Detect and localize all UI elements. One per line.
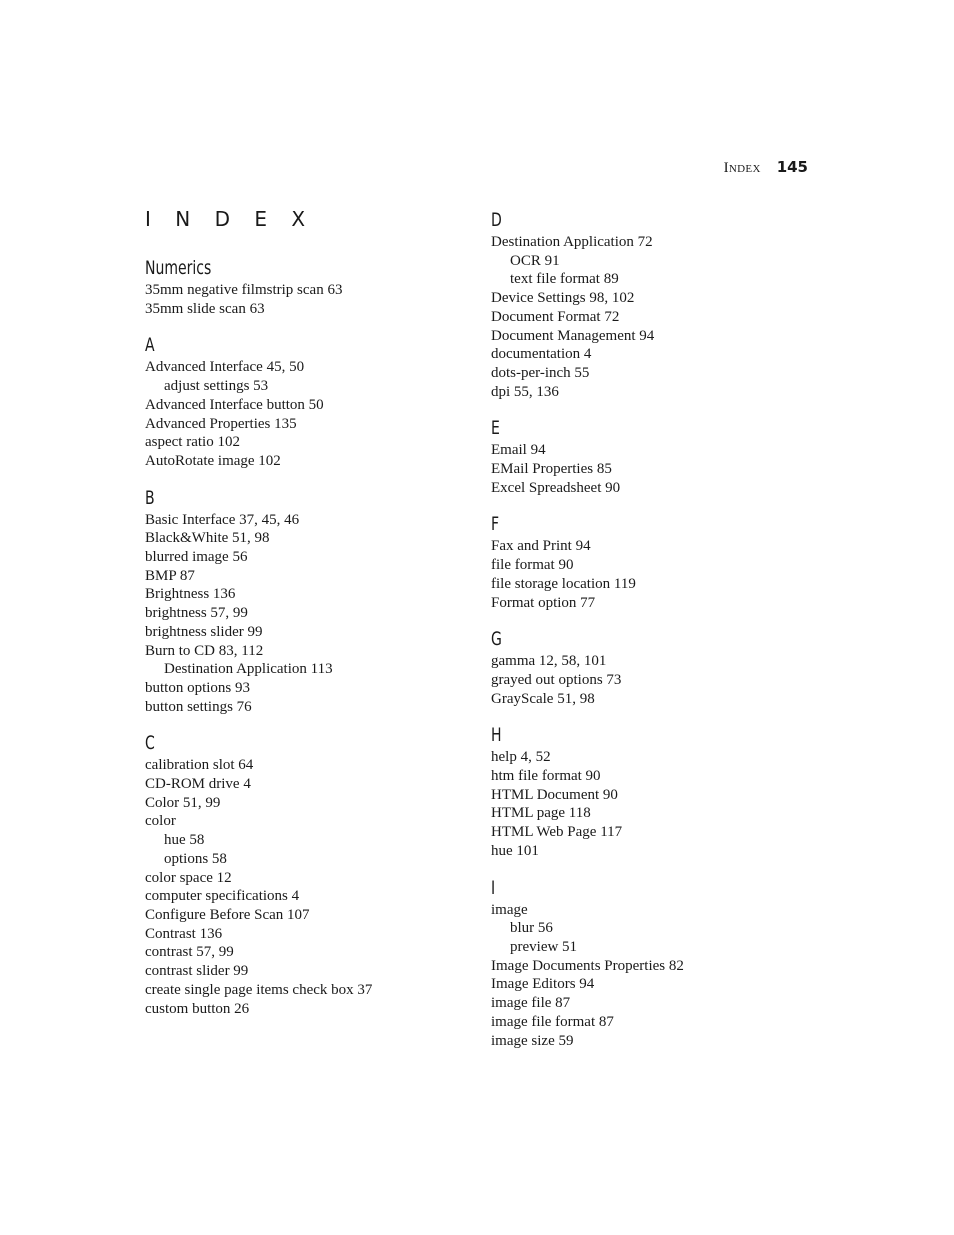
index-entry: htm file format 90 — [491, 768, 601, 785]
index-entry: Advanced Properties 135 — [145, 415, 297, 432]
index-entry: Image Documents Properties 82 — [491, 957, 684, 974]
index-entry: Configure Before Scan 107 — [145, 906, 310, 923]
index-title: I N D E X — [145, 207, 315, 231]
index-entry: Document Management 94 — [491, 327, 655, 344]
index-column-left — [145, 256, 475, 1033]
index-entry: hue 101 — [491, 842, 539, 859]
index-entry: Advanced Interface 45, 50 — [145, 359, 305, 376]
index-section — [491, 208, 821, 401]
index-entry: Color 51, 99 — [145, 794, 221, 811]
index-entry: contrast 57, 99 — [145, 944, 234, 961]
index-entry: AutoRotate image 102 — [145, 452, 281, 469]
section-heading: B — [145, 486, 155, 509]
index-entry: dpi 55, 136 — [491, 383, 559, 400]
index-entry: HTML page 118 — [491, 805, 591, 822]
index-entry: blurred image 56 — [145, 549, 248, 566]
running-head-title: Index — [723, 160, 761, 176]
index-subentry: OCR 91 — [510, 252, 560, 269]
index-entry: create single page items check box 37 — [145, 981, 373, 998]
index-section — [145, 256, 475, 318]
index-column-right — [491, 208, 821, 1065]
index-section — [491, 416, 821, 497]
index-subentry: hue 58 — [164, 832, 205, 849]
index-section — [145, 731, 475, 1018]
section-heading: C — [145, 732, 155, 755]
index-section — [145, 333, 475, 470]
index-entry: color space 12 — [145, 869, 232, 886]
index-entry: HTML Document 90 — [491, 786, 618, 803]
index-entry: aspect ratio 102 — [145, 434, 240, 451]
index-entry: CD-ROM drive 4 — [145, 776, 251, 793]
index-section — [491, 512, 821, 612]
index-subentry: options 58 — [164, 850, 227, 867]
index-entry: Burn to CD 83, 112 — [145, 642, 264, 659]
index-entry: brightness 57, 99 — [145, 605, 248, 622]
index-entry: Document Format 72 — [491, 308, 620, 325]
index-section — [491, 627, 821, 708]
index-section — [491, 876, 821, 1051]
index-entry: image file 87 — [491, 995, 571, 1012]
index-entry: image — [491, 901, 528, 918]
index-entry: documentation 4 — [491, 346, 592, 363]
index-entry: Basic Interface 37, 45, 46 — [145, 511, 300, 528]
page-number: 145 — [776, 158, 808, 176]
index-subentry: adjust settings 53 — [164, 378, 269, 395]
index-entry: Destination Application 72 — [491, 234, 653, 250]
index-entry: Black&White 51, 98 — [145, 530, 270, 547]
section-heading: Numerics — [145, 257, 212, 279]
index-entry: HTML Web Page 117 — [491, 824, 623, 841]
index-entry: button options 93 — [145, 679, 251, 696]
running-head — [724, 158, 808, 177]
section-heading: I — [491, 876, 496, 899]
index-subentry: Destination Application 113 — [164, 661, 333, 678]
index-subentry: preview 51 — [510, 938, 578, 955]
section-heading: G — [491, 628, 502, 651]
index-entry: Email 94 — [491, 442, 546, 459]
index-entry: GrayScale 51, 98 — [491, 690, 595, 707]
section-heading: E — [491, 417, 500, 440]
index-entry: calibration slot 64 — [145, 757, 254, 774]
index-section — [145, 486, 475, 717]
index-subentry: blur 56 — [510, 920, 553, 937]
index-entry: grayed out options 73 — [491, 671, 622, 688]
index-entry: color — [145, 813, 176, 830]
index-entry: Device Settings 98, 102 — [491, 290, 635, 307]
index-entry: Format option 77 — [491, 594, 596, 611]
index-entry: button settings 76 — [145, 698, 252, 715]
index-entry: computer specifications 4 — [145, 888, 300, 905]
section-heading: F — [491, 513, 500, 536]
index-entry: dots-per-inch 55 — [491, 364, 590, 381]
index-entry: help 4, 52 — [491, 749, 551, 766]
index-entry: custom button 26 — [145, 1000, 250, 1017]
index-entry: contrast slider 99 — [145, 963, 249, 980]
index-entry: BMP 87 — [145, 567, 195, 584]
index-entry: brightness slider 99 — [145, 623, 263, 640]
index-entry: gamma 12, 58, 101 — [491, 653, 607, 670]
index-subentry: text file format 89 — [510, 271, 619, 288]
index-entry: EMail Properties 85 — [491, 461, 612, 478]
index-entry: 35mm negative filmstrip scan 63 — [145, 282, 343, 298]
index-entry: file storage location 119 — [491, 575, 636, 592]
index-entry: Fax and Print 94 — [491, 538, 591, 555]
section-heading: D — [491, 209, 502, 231]
index-entry: Contrast 136 — [145, 925, 223, 942]
index-entry: image file format 87 — [491, 1013, 614, 1030]
section-heading: A — [145, 334, 155, 357]
index-entry: 35mm slide scan 63 — [145, 300, 265, 317]
index-entry: Brightness 136 — [145, 586, 236, 603]
index-entry: file format 90 — [491, 557, 574, 574]
index-entry: image size 59 — [491, 1032, 574, 1049]
index-entry: Image Editors 94 — [491, 976, 595, 993]
index-entry: Excel Spreadsheet 90 — [491, 479, 621, 496]
section-heading: H — [491, 724, 502, 747]
index-entry: Advanced Interface button 50 — [145, 396, 324, 413]
index-section — [491, 723, 821, 860]
